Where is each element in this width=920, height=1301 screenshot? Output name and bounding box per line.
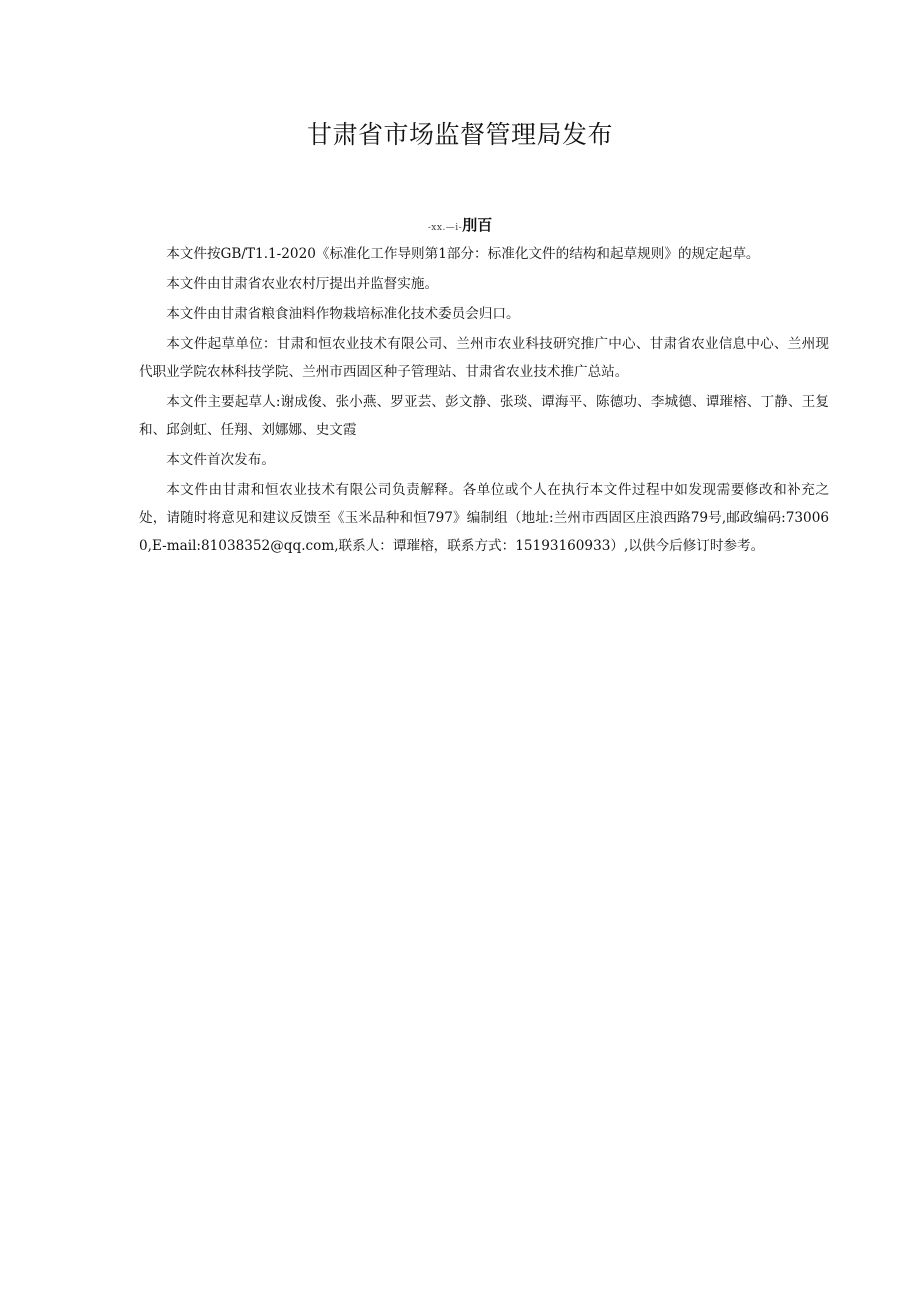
paragraph-drafters: 本文件主要起草人:谢成俊、张小燕、罗亚芸、彭文静、张琰、谭海平、陈德功、李城德、谭璀榕、丁静、王复和、邱剑虹、任翔、刘娜娜、史文霞 bbox=[139, 394, 829, 438]
publisher-title: 甘肃省市场监督管理局发布 bbox=[306, 120, 613, 149]
paragraph-interpretation: 本文件由甘肃和恒农业技术有限公司负责解释。各单位或个人在执行本文件过程中如发现需要修改和补充之处，请随时将意见和建议反馈至《玉米品种和恒797》编制组（地址:兰州市西固区庄浪西路79号,邮政编码:730060,E-mail:81038352@qq.com,联系人：谭璀榕，联系方式：15193160933）,以供今后修订时参考。 bbox=[139, 482, 829, 554]
foreword-heading bbox=[0, 214, 920, 239]
paragraph-first-release: 本文件首次发布。 bbox=[166, 452, 275, 468]
paragraph-drafting-units: 本文件起草单位：甘肃和恒农业技术有限公司、兰州市农业科技研究推广中心、甘肃省农业信息中心、兰州现代职业学院农林科技学院、兰州市西固区种子管理站、甘肃省农业技术推广总站。 bbox=[139, 336, 829, 380]
paragraph-proposer: 本文件由甘肃省农业农村厅提出并监督实施。 bbox=[166, 276, 439, 292]
foreword-body bbox=[139, 240, 829, 562]
foreword-title: 刖百 bbox=[462, 216, 493, 234]
foreword-prefix: -xx.—i- bbox=[427, 223, 463, 233]
paragraph-committee: 本文件由甘肃省粮食油料作物栽培标准化技术委员会归口。 bbox=[166, 306, 520, 322]
paragraph-drafting-rules: 本文件按GB/T1.1-2020《标准化工作导则第1部分：标准化文件的结构和起草规则》的规定起草。 bbox=[166, 246, 760, 262]
